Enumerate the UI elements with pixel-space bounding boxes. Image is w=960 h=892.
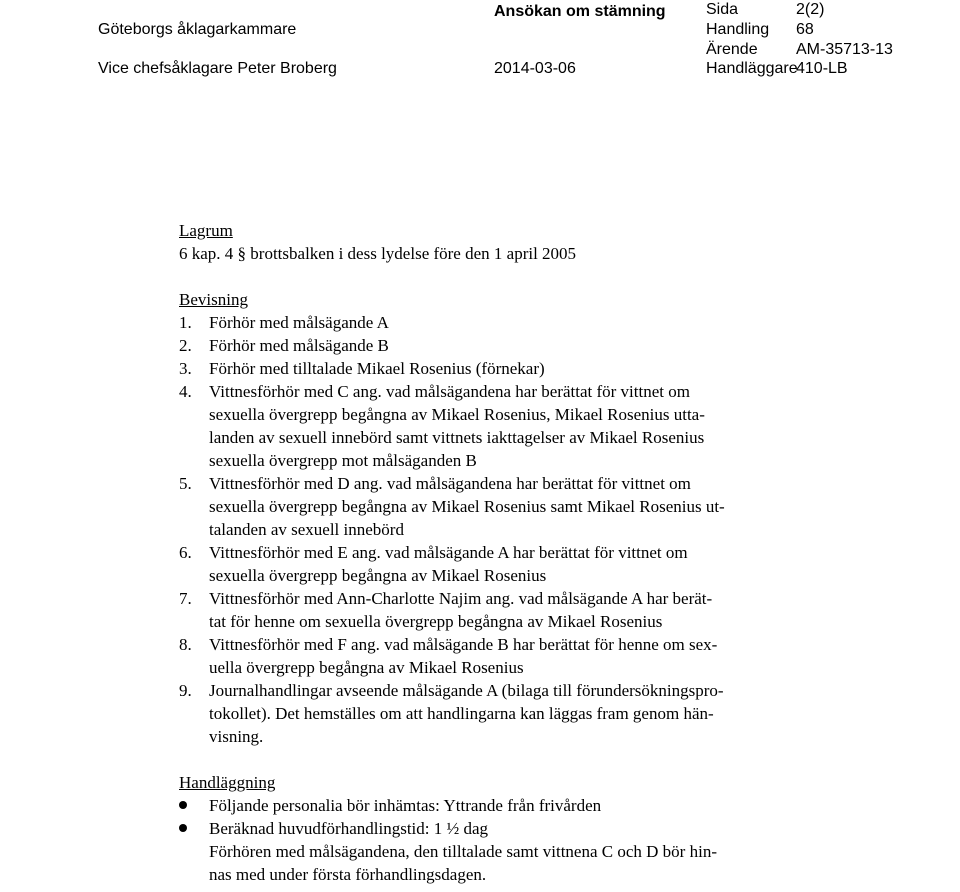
item-line: tokollet). Det hemställes om att handlingarna kan läggas fram genom hän-: [209, 704, 714, 723]
evidence-list: [179, 311, 839, 748]
item-text: Förhör med tilltalade Mikael Rosenius (förnekar): [209, 359, 545, 378]
lagrum-heading: Lagrum: [179, 221, 233, 240]
evidence-item: [179, 380, 839, 472]
item-line: Vittnesförhör med D ang. vad målsägandena har berättat för vittnet om: [209, 474, 691, 493]
evidence-item: [179, 357, 839, 380]
page-value: 2(2): [796, 1, 825, 18]
item-number: 9.: [179, 681, 192, 700]
office-name: Göteborgs åklagarkammare: [98, 21, 297, 38]
evidence-item: [179, 633, 839, 679]
item-number: 1.: [179, 313, 192, 332]
lagrum-text: 6 kap. 4 § brottsbalken i dess lydelse före den 1 april 2005: [179, 244, 577, 263]
evidence-item: [179, 541, 839, 587]
item-text: Förhör med målsägande A: [209, 313, 389, 332]
document-type: Ansökan om stämning: [494, 3, 666, 20]
bullet-text: Beräknad huvudförhandlingstid: 1 ½ dag: [209, 819, 489, 838]
bullet-item: [179, 794, 839, 817]
item-line: sexuella övergrepp begångna av Mikael Rosenius: [209, 566, 547, 585]
evidence-item: [179, 334, 839, 357]
evidence-item: [179, 587, 839, 633]
bullet-dot-icon: [179, 801, 187, 809]
item-line: Vittnesförhör med F ang. vad målsägande B har berättat för henne om sex-: [209, 635, 718, 654]
handlaggare-label: Handläggare: [706, 60, 798, 77]
item-line: landen av sexuell innebörd samt vittnets iakttagelser av Mikael Rosenius: [209, 428, 705, 447]
arende-label: Ärende: [706, 41, 758, 58]
document-date: 2014-03-06: [494, 60, 576, 77]
item-line: Journalhandlingar avseende målsägande A (bilaga till förundersökningspro-: [209, 681, 724, 700]
handlaggning-note-line: nas med under första förhandlingsdagen.: [209, 865, 487, 884]
bevisning-heading: Bevisning: [179, 290, 248, 309]
item-line: talanden av sexuell innebörd: [209, 520, 404, 539]
item-number: 6.: [179, 543, 192, 562]
handlaggning-list: [179, 794, 839, 840]
item-number: 3.: [179, 359, 192, 378]
evidence-item: [179, 679, 839, 748]
handlaggning-note-line: Förhören med målsägandena, den tilltalade samt vittnena C och D bör hin-: [209, 842, 717, 861]
page-label: Sida: [706, 1, 739, 18]
evidence-item: [179, 311, 839, 334]
item-line: visning.: [209, 727, 264, 746]
handlaggning-heading: Handläggning: [179, 773, 276, 792]
arende-value: AM-35713-13: [796, 41, 893, 58]
item-line: Vittnesförhör med C ang. vad målsägandena har berättat för vittnet om: [209, 382, 690, 401]
bullet-dot-icon: [179, 824, 187, 832]
item-number: 7.: [179, 589, 192, 608]
prosecutor-name: Vice chefsåklagare Peter Broberg: [98, 60, 337, 77]
handling-label: Handling: [706, 21, 770, 38]
evidence-item: [179, 472, 839, 541]
handling-value: 68: [796, 21, 814, 38]
item-line: Vittnesförhör med E ang. vad målsägande A har berättat för vittnet om: [209, 543, 688, 562]
item-number: 8.: [179, 635, 192, 654]
item-number: 2.: [179, 336, 192, 355]
bullet-text: Följande personalia bör inhämtas: Yttrande från frivården: [209, 796, 602, 815]
item-line: tat för henne om sexuella övergrepp begångna av Mikael Rosenius: [209, 612, 663, 631]
item-number: 4.: [179, 382, 192, 401]
item-line: Vittnesförhör med Ann-Charlotte Najim ang. vad målsägande A har berät-: [209, 589, 713, 608]
item-line: sexuella övergrepp begångna av Mikael Rosenius samt Mikael Rosenius ut-: [209, 497, 725, 516]
item-line: sexuella övergrepp begångna av Mikael Rosenius, Mikael Rosenius utta-: [209, 405, 705, 424]
handlaggare-value: 410-LB: [796, 60, 848, 77]
item-line: uella övergrepp begångna av Mikael Rosenius: [209, 658, 524, 677]
document-body: [179, 219, 839, 886]
bullet-item: [179, 817, 839, 840]
item-line: sexuella övergrepp mot målsäganden B: [209, 451, 477, 470]
item-number: 5.: [179, 474, 192, 493]
item-text: Förhör med målsägande B: [209, 336, 389, 355]
